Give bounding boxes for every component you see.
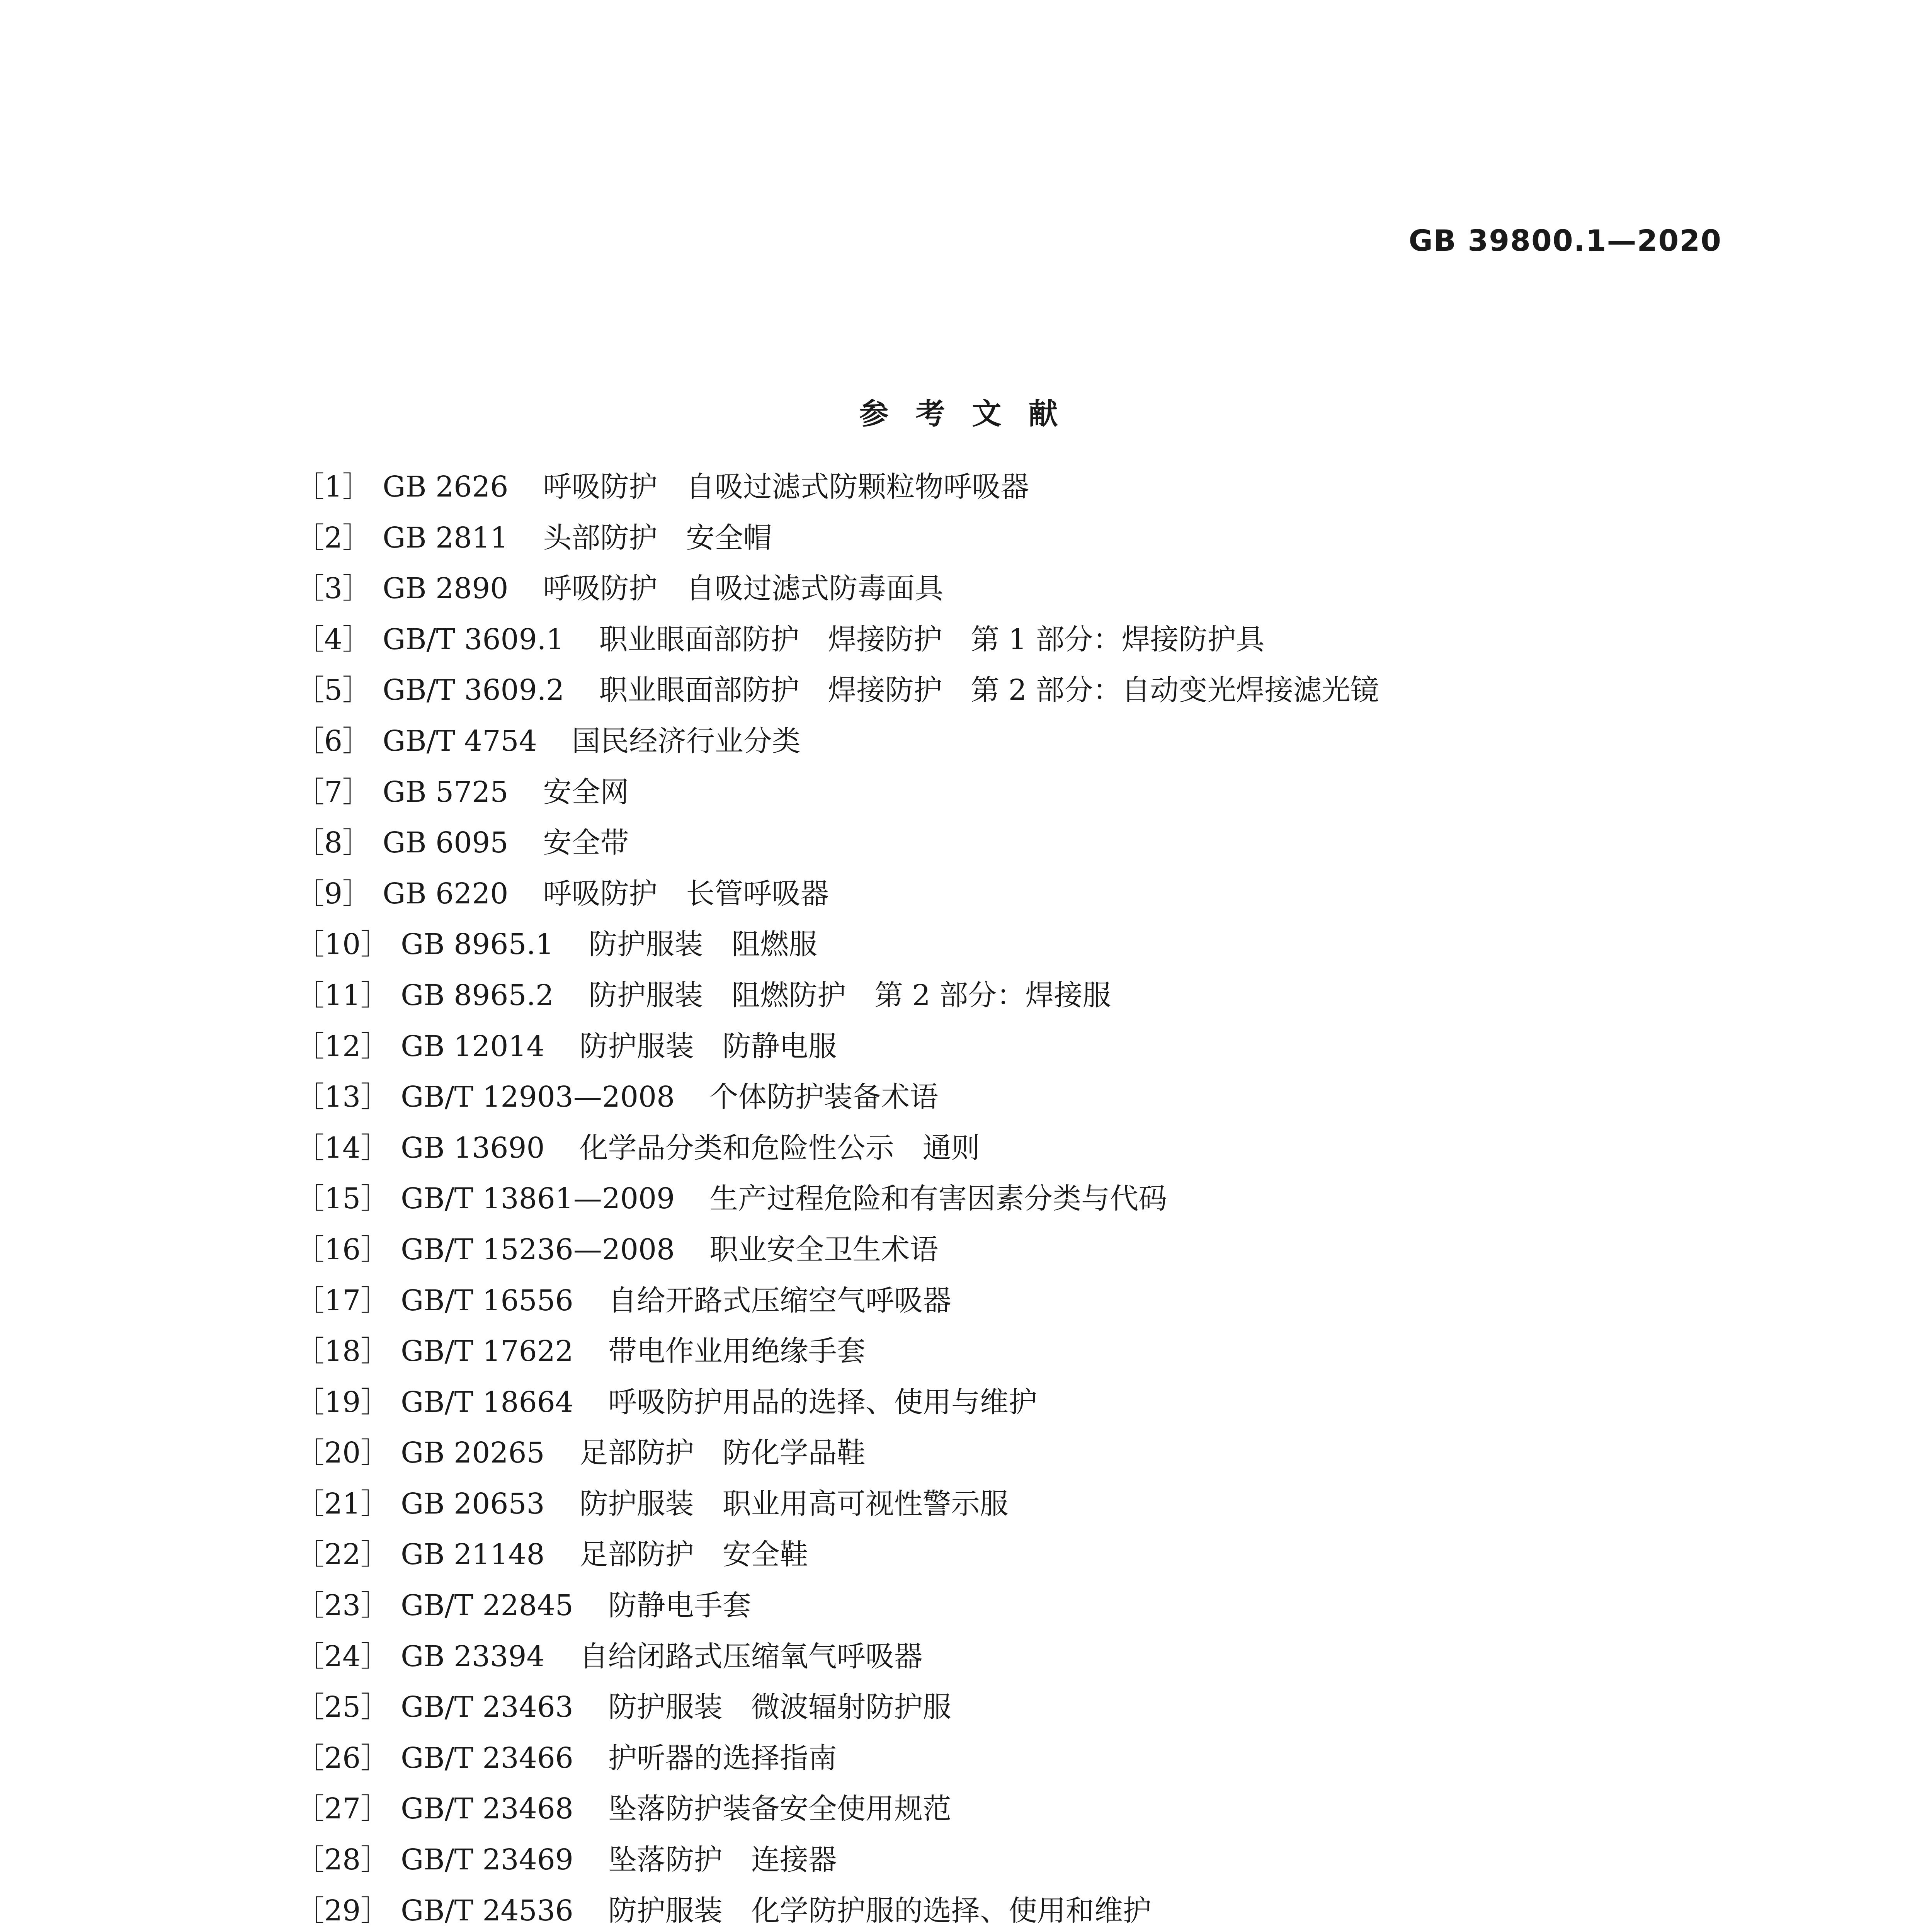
reference-number: ［15］ <box>296 1182 390 1216</box>
reference-number: ［16］ <box>296 1233 390 1266</box>
reference-number: ［4］ <box>296 622 371 656</box>
reference-code: GB 2626 <box>383 470 509 503</box>
reference-code: GB 23394 <box>401 1639 545 1673</box>
reference-item <box>296 869 1379 920</box>
reference-title: 防护服装 化学防护服的选择、使用和维护 <box>608 1894 1152 1927</box>
reference-number: ［21］ <box>296 1487 390 1520</box>
reference-code: GB 2811 <box>383 521 509 554</box>
reference-code: GB/T 13861—2009 <box>401 1182 675 1216</box>
reference-code: GB 6220 <box>383 877 509 910</box>
reference-number: ［27］ <box>296 1792 390 1826</box>
reference-code: GB/T 15236—2008 <box>401 1233 675 1266</box>
reference-number: ［22］ <box>296 1538 390 1571</box>
reference-title: 呼吸防护 自吸过滤式防颗粒物呼吸器 <box>543 470 1029 503</box>
reference-title: 职业安全卫生术语 <box>709 1233 939 1266</box>
reference-item <box>296 1479 1379 1530</box>
reference-code: GB/T 23469 <box>401 1843 573 1877</box>
reference-item <box>296 1173 1379 1225</box>
reference-item <box>296 1021 1379 1072</box>
reference-title: 国民经济行业分类 <box>572 724 801 758</box>
reference-item <box>296 818 1379 869</box>
reference-number: ［9］ <box>296 877 371 910</box>
reference-title: 头部防护 安全帽 <box>543 521 772 554</box>
reference-number: ［8］ <box>296 826 371 860</box>
reference-item <box>296 1835 1379 1886</box>
reference-number: ［24］ <box>296 1639 390 1673</box>
reference-number: ［14］ <box>296 1131 390 1165</box>
reference-item <box>296 1733 1379 1784</box>
reference-title: 带电作业用绝缘手套 <box>608 1335 866 1368</box>
reference-number: ［11］ <box>296 978 390 1012</box>
page-title: 参考文献 <box>859 396 1085 431</box>
reference-code: GB 13690 <box>401 1131 545 1165</box>
reference-number: ［19］ <box>296 1385 390 1419</box>
reference-code: GB 20653 <box>401 1487 545 1520</box>
standard-code: GB 39800.1—2020 <box>1408 223 1722 258</box>
reference-code: GB/T 22845 <box>401 1589 573 1622</box>
reference-number: ［5］ <box>296 673 371 707</box>
reference-number: ［20］ <box>296 1436 390 1470</box>
reference-number: ［17］ <box>296 1284 390 1317</box>
reference-code: GB/T 23468 <box>401 1792 573 1826</box>
reference-title: 职业眼面部防护 焊接防护 第 2 部分：自动变光焊接滤光镜 <box>599 673 1379 707</box>
reference-number: ［25］ <box>296 1690 390 1724</box>
reference-title: 防护服装 阻燃防护 第 2 部分：焊接服 <box>589 978 1111 1012</box>
reference-title: 防静电手套 <box>608 1589 751 1622</box>
reference-title: 坠落防护 连接器 <box>608 1843 837 1877</box>
reference-title: 自给闭路式压缩氧气呼吸器 <box>579 1639 923 1673</box>
reference-number: ［7］ <box>296 775 371 809</box>
reference-number: ［12］ <box>296 1029 390 1063</box>
reference-title: 护听器的选择指南 <box>608 1741 837 1775</box>
reference-item <box>296 614 1379 665</box>
reference-item <box>296 563 1379 614</box>
reference-item <box>296 462 1379 513</box>
reference-code: GB/T 3609.2 <box>383 673 565 707</box>
reference-code: GB 5725 <box>383 775 509 809</box>
reference-code: GB/T 3609.1 <box>383 622 565 656</box>
reference-item <box>296 716 1379 767</box>
reference-item <box>296 1225 1379 1276</box>
reference-number: ［6］ <box>296 724 371 758</box>
reference-item <box>296 1682 1379 1733</box>
reference-item <box>296 919 1379 970</box>
reference-list <box>296 462 1379 1932</box>
reference-item <box>296 513 1379 564</box>
reference-title: 坠落防护装备安全使用规范 <box>608 1792 951 1826</box>
reference-number: ［28］ <box>296 1843 390 1877</box>
reference-title: 化学品分类和危险性公示 通则 <box>579 1131 980 1165</box>
reference-code: GB/T 17622 <box>401 1335 573 1368</box>
reference-item <box>296 1123 1379 1174</box>
reference-title: 呼吸防护 自吸过滤式防毒面具 <box>543 572 944 605</box>
reference-code: GB/T 24536 <box>401 1894 573 1927</box>
reference-title: 防护服装 职业用高可视性警示服 <box>579 1487 1009 1520</box>
reference-title: 生产过程危险和有害因素分类与代码 <box>709 1182 1167 1216</box>
reference-item <box>296 1377 1379 1428</box>
reference-code: GB/T 23463 <box>401 1690 573 1724</box>
reference-title: 防护服装 微波辐射防护服 <box>608 1690 951 1724</box>
reference-item <box>296 1784 1379 1835</box>
reference-code: GB/T 23466 <box>401 1741 573 1775</box>
reference-number: ［1］ <box>296 470 371 503</box>
reference-title: 呼吸防护用品的选择、使用与维护 <box>608 1385 1037 1419</box>
reference-item <box>296 1072 1379 1123</box>
reference-code: GB 20265 <box>401 1436 545 1470</box>
reference-number: ［23］ <box>296 1589 390 1622</box>
reference-number: ［3］ <box>296 572 371 605</box>
reference-code: GB 8965.1 <box>401 928 554 961</box>
reference-item <box>296 767 1379 818</box>
reference-title: 自给开路式压缩空气呼吸器 <box>608 1284 951 1317</box>
reference-title: 呼吸防护 长管呼吸器 <box>543 877 829 910</box>
reference-code: GB/T 12903—2008 <box>401 1080 675 1114</box>
reference-code: GB 6095 <box>383 826 509 860</box>
reference-item <box>296 1326 1379 1377</box>
reference-title: 安全网 <box>543 775 629 809</box>
reference-number: ［26］ <box>296 1741 390 1775</box>
reference-title: 安全带 <box>543 826 629 860</box>
reference-item <box>296 1886 1379 1932</box>
reference-code: GB 21148 <box>401 1538 545 1571</box>
reference-title: 足部防护 安全鞋 <box>579 1538 808 1571</box>
reference-code: GB/T 16556 <box>401 1284 573 1317</box>
reference-code: GB 12014 <box>401 1029 545 1063</box>
reference-title: 足部防护 防化学品鞋 <box>579 1436 866 1470</box>
reference-number: ［10］ <box>296 928 390 961</box>
reference-number: ［29］ <box>296 1894 390 1927</box>
reference-number: ［13］ <box>296 1080 390 1114</box>
reference-title: 防护服装 阻燃服 <box>589 928 818 961</box>
reference-item <box>296 970 1379 1021</box>
reference-code: GB 8965.2 <box>401 978 554 1012</box>
reference-title: 防护服装 防静电服 <box>579 1029 837 1063</box>
reference-item <box>296 1529 1379 1580</box>
reference-title: 职业眼面部防护 焊接防护 第 1 部分：焊接防护具 <box>599 622 1265 656</box>
reference-item <box>296 1631 1379 1682</box>
reference-item <box>296 1276 1379 1327</box>
reference-title: 个体防护装备术语 <box>709 1080 939 1114</box>
reference-code: GB/T 4754 <box>383 724 537 758</box>
reference-item <box>296 1580 1379 1631</box>
reference-code: GB/T 18664 <box>401 1385 573 1419</box>
reference-item <box>296 665 1379 716</box>
reference-code: GB 2890 <box>383 572 509 605</box>
reference-number: ［18］ <box>296 1335 390 1368</box>
reference-item <box>296 1428 1379 1479</box>
reference-number: ［2］ <box>296 521 371 554</box>
